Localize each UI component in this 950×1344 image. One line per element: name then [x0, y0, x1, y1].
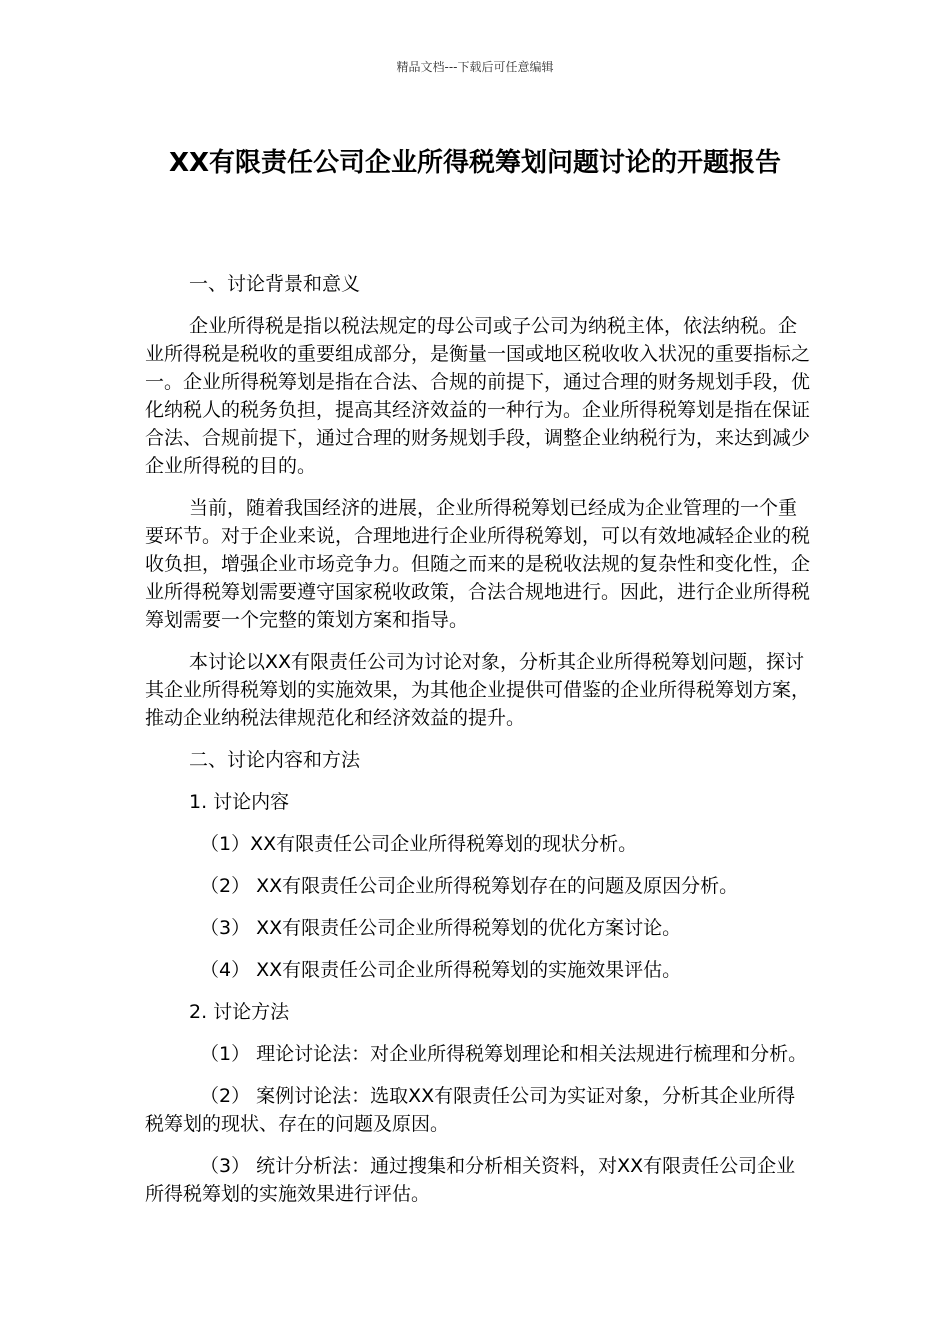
list-item: （3） 统计分析法：通过搜集和分析相关资料，对XX有限责任公司企业所得税筹划的实施效果进行评估。 [145, 1155, 796, 1205]
section-heading-content-method: 二、讨论内容和方法 [189, 749, 361, 771]
subheading-research-content: 1. 讨论内容 [189, 791, 290, 813]
document-title: XX有限责任公司企业所得税筹划问题讨论的开题报告 [168, 148, 782, 178]
list-item: （2） 案例讨论法：选取XX有限责任公司为实证对象，分析其企业所得税筹划的现状、存在的问题及原因。 [145, 1085, 796, 1135]
list-item: （2） XX有限责任公司企业所得税筹划存在的问题及原因分析。 [200, 875, 739, 897]
list-item: （1） 理论讨论法：对企业所得税筹划理论和相关法规进行梳理和分析。 [200, 1043, 808, 1065]
section-heading-background: 一、讨论背景和意义 [189, 273, 361, 295]
document-body [145, 270, 813, 1222]
list-item: （3） XX有限责任公司企业所得税筹划的优化方案讨论。 [200, 917, 682, 939]
subheading-research-method: 2. 讨论方法 [189, 1001, 290, 1023]
list-item: （4） XX有限责任公司企业所得税筹划的实施效果评估。 [200, 959, 682, 981]
header-note: 精品文档---下载后可任意编辑 [396, 60, 554, 74]
paragraph: 企业所得税是指以税法规定的母公司或子公司为纳税主体，依法纳税。企业所得税是税收的重要组成部分，是衡量一国或地区税收收入状况的重要指标之一。企业所得税筹划是指在合法、合规的前提下，通过合理的财务规划手段，优化纳税人的税务负担，提高其经济效益的一种行为。企业所得税筹划是指在保证合法、合规前提下，通过合理的财务规划手段，调整企业纳税行为，来达到减少企业所得税的目的。 [145, 315, 811, 477]
paragraph: 当前，随着我国经济的进展，企业所得税筹划已经成为企业管理的一个重要环节。对于企业来说，合理地进行企业所得税筹划，可以有效地减轻企业的税收负担，增强企业市场竞争力。但随之而来的是税收法规的复杂性和变化性，企业所得税筹划需要遵守国家税收政策，合法合规地进行。因此，进行企业所得税筹划需要一个完整的策划方案和指导。 [145, 497, 811, 631]
list-item: （1）XX有限责任公司企业所得税筹划的现状分析。 [200, 833, 638, 855]
paragraph: 本讨论以XX有限责任公司为讨论对象，分析其企业所得税筹划问题，探讨其企业所得税筹划的实施效果，为其他企业提供可借鉴的企业所得税筹划方案，推动企业纳税法律规范化和经济效益的提升。 [145, 651, 811, 729]
